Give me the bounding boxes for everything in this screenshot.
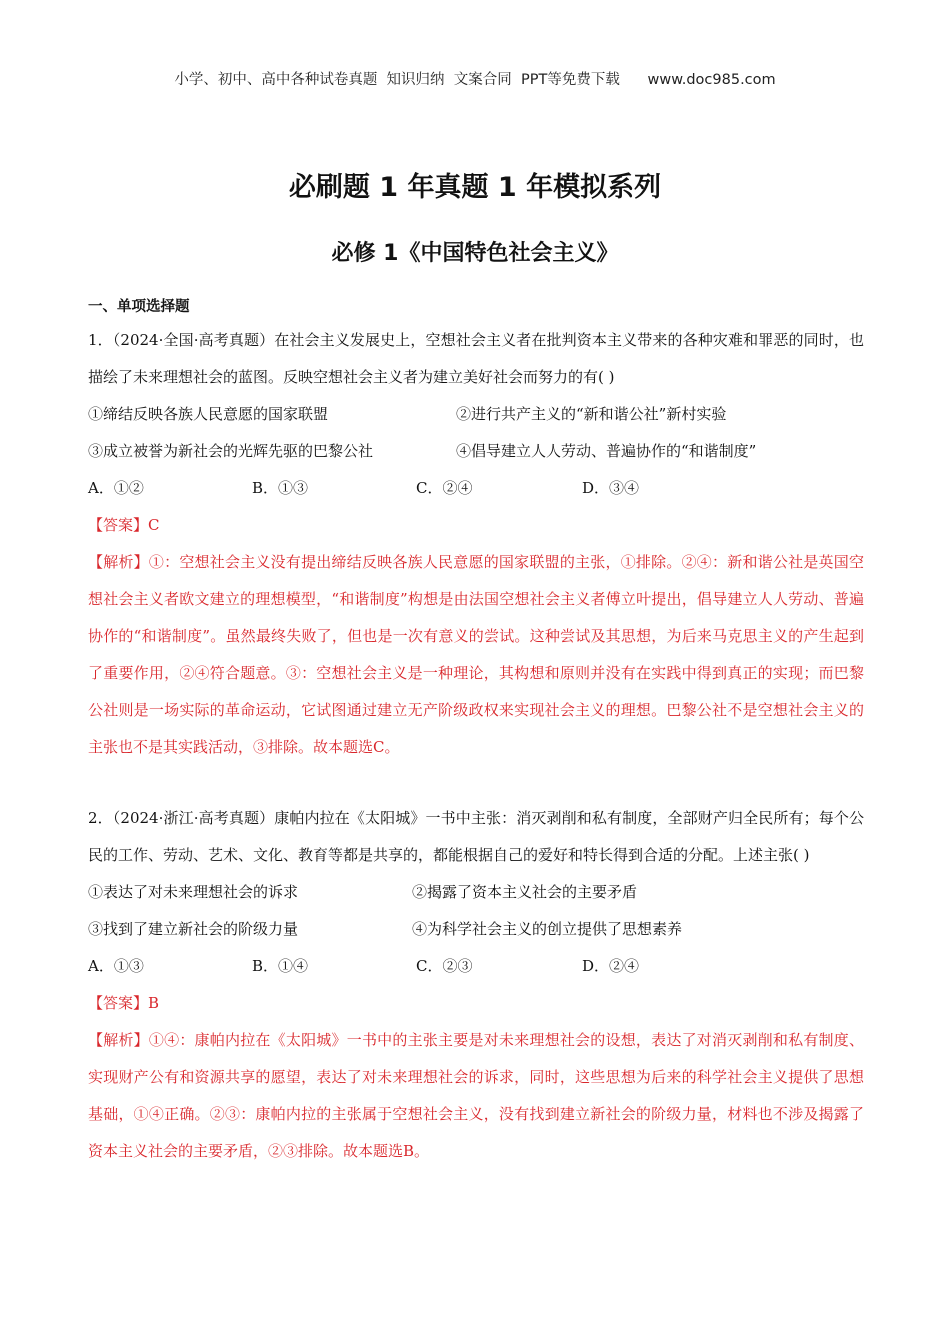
question-2 — [88, 800, 864, 1170]
choice-c: C．②④ — [416, 479, 473, 497]
page-header: 小学、初中、高中各种试卷真题 知识归纳 文案合同 PPT等免费下载 www.doc985.com — [174, 72, 776, 88]
option-item: ①表达了对未来理想社会的诉求 — [88, 883, 299, 901]
analysis-text: 【解析】①：空想社会主义没有提出缔结反映各族人民意愿的国家联盟的主张，①排除。②④：新和谐公社是英国空想社会主义者欧文建立的理想模型，“和谐制度”构想是由法国空想社会主义者傅立叶提出，倡导建立人人劳动、普遍协作的“和谐制度”。虽然最终失败了，但也是一次有意义的尝试。这种尝试及其思想，为后来马克思主义的产生起到了重要作用，②④符合题意。③：空想社会主义是一种理论，其构想和原则并没有在实践中得到真正的实现；而巴黎公社则是一场实际的革命运动，它试图通过建立无产阶级政权来实现社会主义的理想。巴黎公社不是空想社会主义的主张也不是其实践活动，③排除。故本题选C。 — [88, 553, 864, 756]
option-item: ②揭露了资本主义社会的主要矛盾 — [412, 883, 638, 901]
option-row — [88, 874, 864, 911]
question-stem: 2．（2024·浙江·高考真题）康帕内拉在《太阳城》一书中主张：消灭剥削和私有制度，全部财产归全民所有；每个公民的工作、劳动、艺术、文化、教育等都是共享的，都能根据自己的爱好和特长得到合适的分配。上述主张( ) — [88, 809, 864, 864]
option-item: ④为科学社会主义的创立提供了思想素养 — [412, 920, 683, 938]
section-heading: 一、单项选择题 — [88, 299, 190, 315]
choice-a: A．①③ — [88, 957, 144, 975]
answer-label: 【答案】B — [88, 994, 160, 1012]
answer-label: 【答案】C — [88, 516, 160, 534]
choice-b: B．①④ — [252, 957, 309, 975]
option-item: ②进行共产主义的“新和谐公社”新村实验 — [456, 405, 727, 423]
question-1 — [88, 322, 864, 766]
choice-a: A．①② — [88, 479, 144, 497]
choice-row — [88, 470, 864, 507]
option-item: ③找到了建立新社会的阶级力量 — [88, 920, 299, 938]
choice-d: D．③④ — [582, 479, 640, 497]
choice-c: C．②③ — [416, 957, 473, 975]
question-stem: 1．（2024·全国·高考真题）在社会主义发展史上，空想社会主义者在批判资本主义带来的各种灾难和罪恶的同时，也描绘了未来理想社会的蓝图。反映空想社会主义者为建立美好社会而努力的有( ) — [88, 331, 864, 386]
option-row — [88, 396, 864, 433]
choice-d: D．②④ — [582, 957, 640, 975]
document-subtitle: 必修 1《中国特色社会主义》 — [331, 241, 619, 266]
analysis-text: 【解析】①④：康帕内拉在《太阳城》一书中的主张主要是对未来理想社会的设想，表达了对消灭剥削和私有制度、实现财产公有和资源共享的愿望，表达了对未来理想社会的诉求，同时，这些思想为后来的科学社会主义提供了思想基础，①④正确。②③：康帕内拉的主张属于空想社会主义，没有找到建立新社会的阶级力量，材料也不涉及揭露了资本主义社会的主要矛盾，②③排除。故本题选B。 — [88, 1031, 864, 1160]
option-row — [88, 433, 864, 470]
document-title: 必刷题 1 年真题 1 年模拟系列 — [288, 172, 662, 203]
choice-b: B．①③ — [252, 479, 309, 497]
option-item: ③成立被誉为新社会的光辉先驱的巴黎公社 — [88, 442, 374, 460]
option-item: ①缔结反映各族人民意愿的国家联盟 — [88, 405, 329, 423]
choice-row — [88, 948, 864, 985]
option-row — [88, 911, 864, 948]
option-item: ④倡导建立人人劳动、普遍协作的“和谐制度” — [456, 442, 757, 460]
